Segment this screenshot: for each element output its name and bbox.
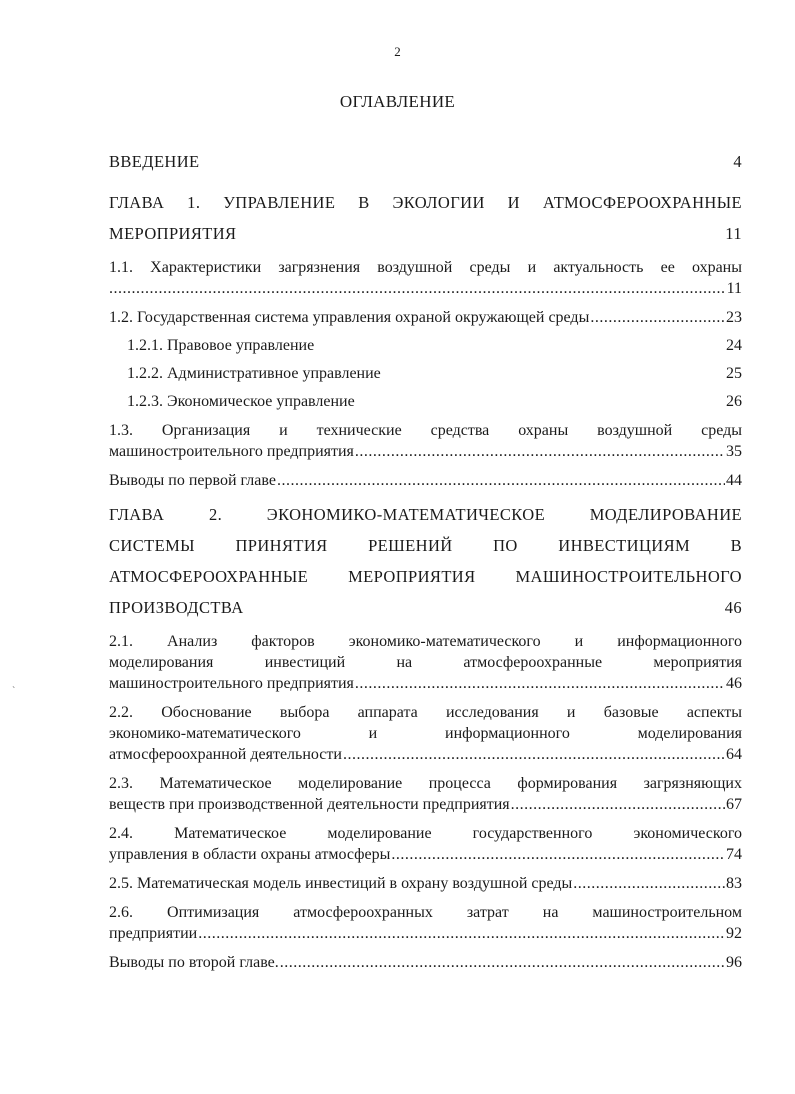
toc-entry-section-1-2-2[interactable] bbox=[109, 363, 742, 384]
toc-entry-label: 1.2.1. Правовое управление bbox=[127, 337, 315, 354]
table-of-contents bbox=[109, 146, 742, 973]
toc-entry-section-2-6[interactable] bbox=[109, 902, 742, 944]
toc-entry-label: 2.1. Анализ факторов экономико-математического и информационного bbox=[109, 633, 742, 650]
toc-page-number: 24 bbox=[726, 337, 742, 354]
toc-page-number: 11 bbox=[725, 224, 742, 243]
toc-entry-label: ПРОИЗВОДСТВА bbox=[109, 598, 244, 617]
toc-entry-label: ГЛАВА 1. УПРАВЛЕНИЕ В ЭКОЛОГИИ И АТМОСФЕРООХРАННЫЕ bbox=[109, 193, 742, 212]
toc-entry-label: СИСТЕМЫ ПРИНЯТИЯ РЕШЕНИЙ ПО ИНВЕСТИЦИЯМ В bbox=[109, 536, 742, 555]
toc-entry-section-2-1[interactable] bbox=[109, 631, 742, 694]
toc-page-number: 25 bbox=[726, 365, 742, 382]
toc-page-number: 46 bbox=[724, 598, 742, 617]
toc-entry-section-1-3[interactable] bbox=[109, 420, 742, 462]
toc-entry-label: 1.3. Организация и технические средства охраны воздушной среды bbox=[109, 422, 742, 439]
toc-entry-conclusions-1[interactable] bbox=[109, 470, 742, 491]
toc-entry-section-2-3[interactable] bbox=[109, 773, 742, 815]
toc-page-number: 96 bbox=[726, 954, 742, 971]
toc-entry-introduction[interactable] bbox=[109, 146, 742, 177]
toc-page-number: 83 bbox=[726, 875, 742, 892]
toc-entry-section-2-5[interactable] bbox=[109, 873, 742, 894]
toc-entry-section-1-1[interactable] bbox=[109, 257, 742, 299]
toc-entry-label: моделирования инвестиций на атмосфероохранные мероприятия bbox=[109, 654, 742, 671]
toc-page-number: 11 bbox=[726, 280, 742, 297]
toc-entry-label: 1.2.3. Экономическое управление bbox=[127, 393, 355, 410]
toc-entry-label: АТМОСФЕРООХРАННЫЕ МЕРОПРИЯТИЯ МАШИНОСТРОИТЕЛЬНОГО bbox=[109, 567, 742, 586]
toc-entry-label: веществ при производственной деятельности предприятия bbox=[109, 796, 510, 813]
toc-entry-label: Выводы по второй главе. bbox=[109, 954, 279, 971]
toc-page-number: 64 bbox=[726, 746, 742, 763]
toc-page-number: 4 bbox=[733, 152, 742, 171]
toc-entry-chapter-1[interactable] bbox=[109, 187, 742, 249]
toc-page-number: 46 bbox=[726, 675, 742, 692]
toc-page-number: 44 bbox=[726, 472, 742, 489]
page-number: 2 bbox=[394, 44, 401, 59]
toc-entry-label: 2.5. Математическая модель инвестиций в охрану воздушной среды bbox=[109, 875, 573, 892]
toc-entry-conclusions-2[interactable] bbox=[109, 952, 742, 973]
toc-entry-label: атмосфероохранной деятельности bbox=[109, 746, 342, 763]
toc-entry-chapter-2[interactable] bbox=[109, 499, 742, 623]
toc-entry-section-2-4[interactable] bbox=[109, 823, 742, 865]
toc-entry-section-2-2[interactable] bbox=[109, 702, 742, 765]
scan-mark: ` bbox=[12, 686, 16, 697]
toc-page-number: 74 bbox=[726, 846, 742, 863]
toc-entry-label: Выводы по первой главе bbox=[109, 472, 276, 489]
toc-entry-label: ВВЕДЕНИЕ bbox=[109, 152, 200, 171]
toc-entry-section-1-2-3[interactable] bbox=[109, 391, 742, 412]
toc-entry-section-1-2-1[interactable] bbox=[109, 335, 742, 356]
toc-entry-label: управления в области охраны атмосферы bbox=[109, 846, 391, 863]
toc-entry-label: 2.3. Математическое моделирование процесса формирования загрязняющих bbox=[109, 775, 742, 792]
toc-entry-label: 2.2. Обоснование выбора аппарата исследования и базовые аспекты bbox=[109, 704, 742, 721]
toc-page-number: 35 bbox=[726, 443, 742, 460]
toc-entry-label: 2.6. Оптимизация атмосфероохранных затрат на машиностроительном bbox=[109, 904, 742, 921]
page-title: ОГЛАВЛЕНИЕ bbox=[339, 92, 456, 111]
toc-page-number: 92 bbox=[726, 925, 742, 942]
toc-entry-label: предприятии bbox=[109, 925, 198, 942]
toc-entry-label: 2.4. Математическое моделирование государственного экономического bbox=[109, 825, 742, 842]
toc-page-number: 23 bbox=[726, 309, 742, 326]
toc-entry-section-1-2[interactable] bbox=[109, 307, 742, 328]
toc-entry-label: экономико-математического и информационного моделирования bbox=[109, 725, 742, 742]
toc-entry-label: 1.2. Государственная система управления охраной окружающей среды bbox=[109, 309, 590, 326]
toc-entry-label: 1.1. Характеристики загрязнения воздушной среды и актуальность ее охраны bbox=[109, 259, 742, 276]
toc-entry-label: МЕРОПРИЯТИЯ bbox=[109, 224, 237, 243]
toc-entry-label: машиностроительного предприятия bbox=[109, 443, 354, 460]
toc-entry-label: ГЛАВА 2. ЭКОНОМИКО-МАТЕМАТИЧЕСКОЕ МОДЕЛИРОВАНИЕ bbox=[109, 505, 742, 524]
toc-entry-label: 1.2.2. Административное управление bbox=[127, 365, 381, 382]
toc-page-number: 26 bbox=[726, 393, 742, 410]
toc-entry-label: машиностроительного предприятия bbox=[109, 675, 354, 692]
toc-page-number: 67 bbox=[726, 796, 742, 813]
